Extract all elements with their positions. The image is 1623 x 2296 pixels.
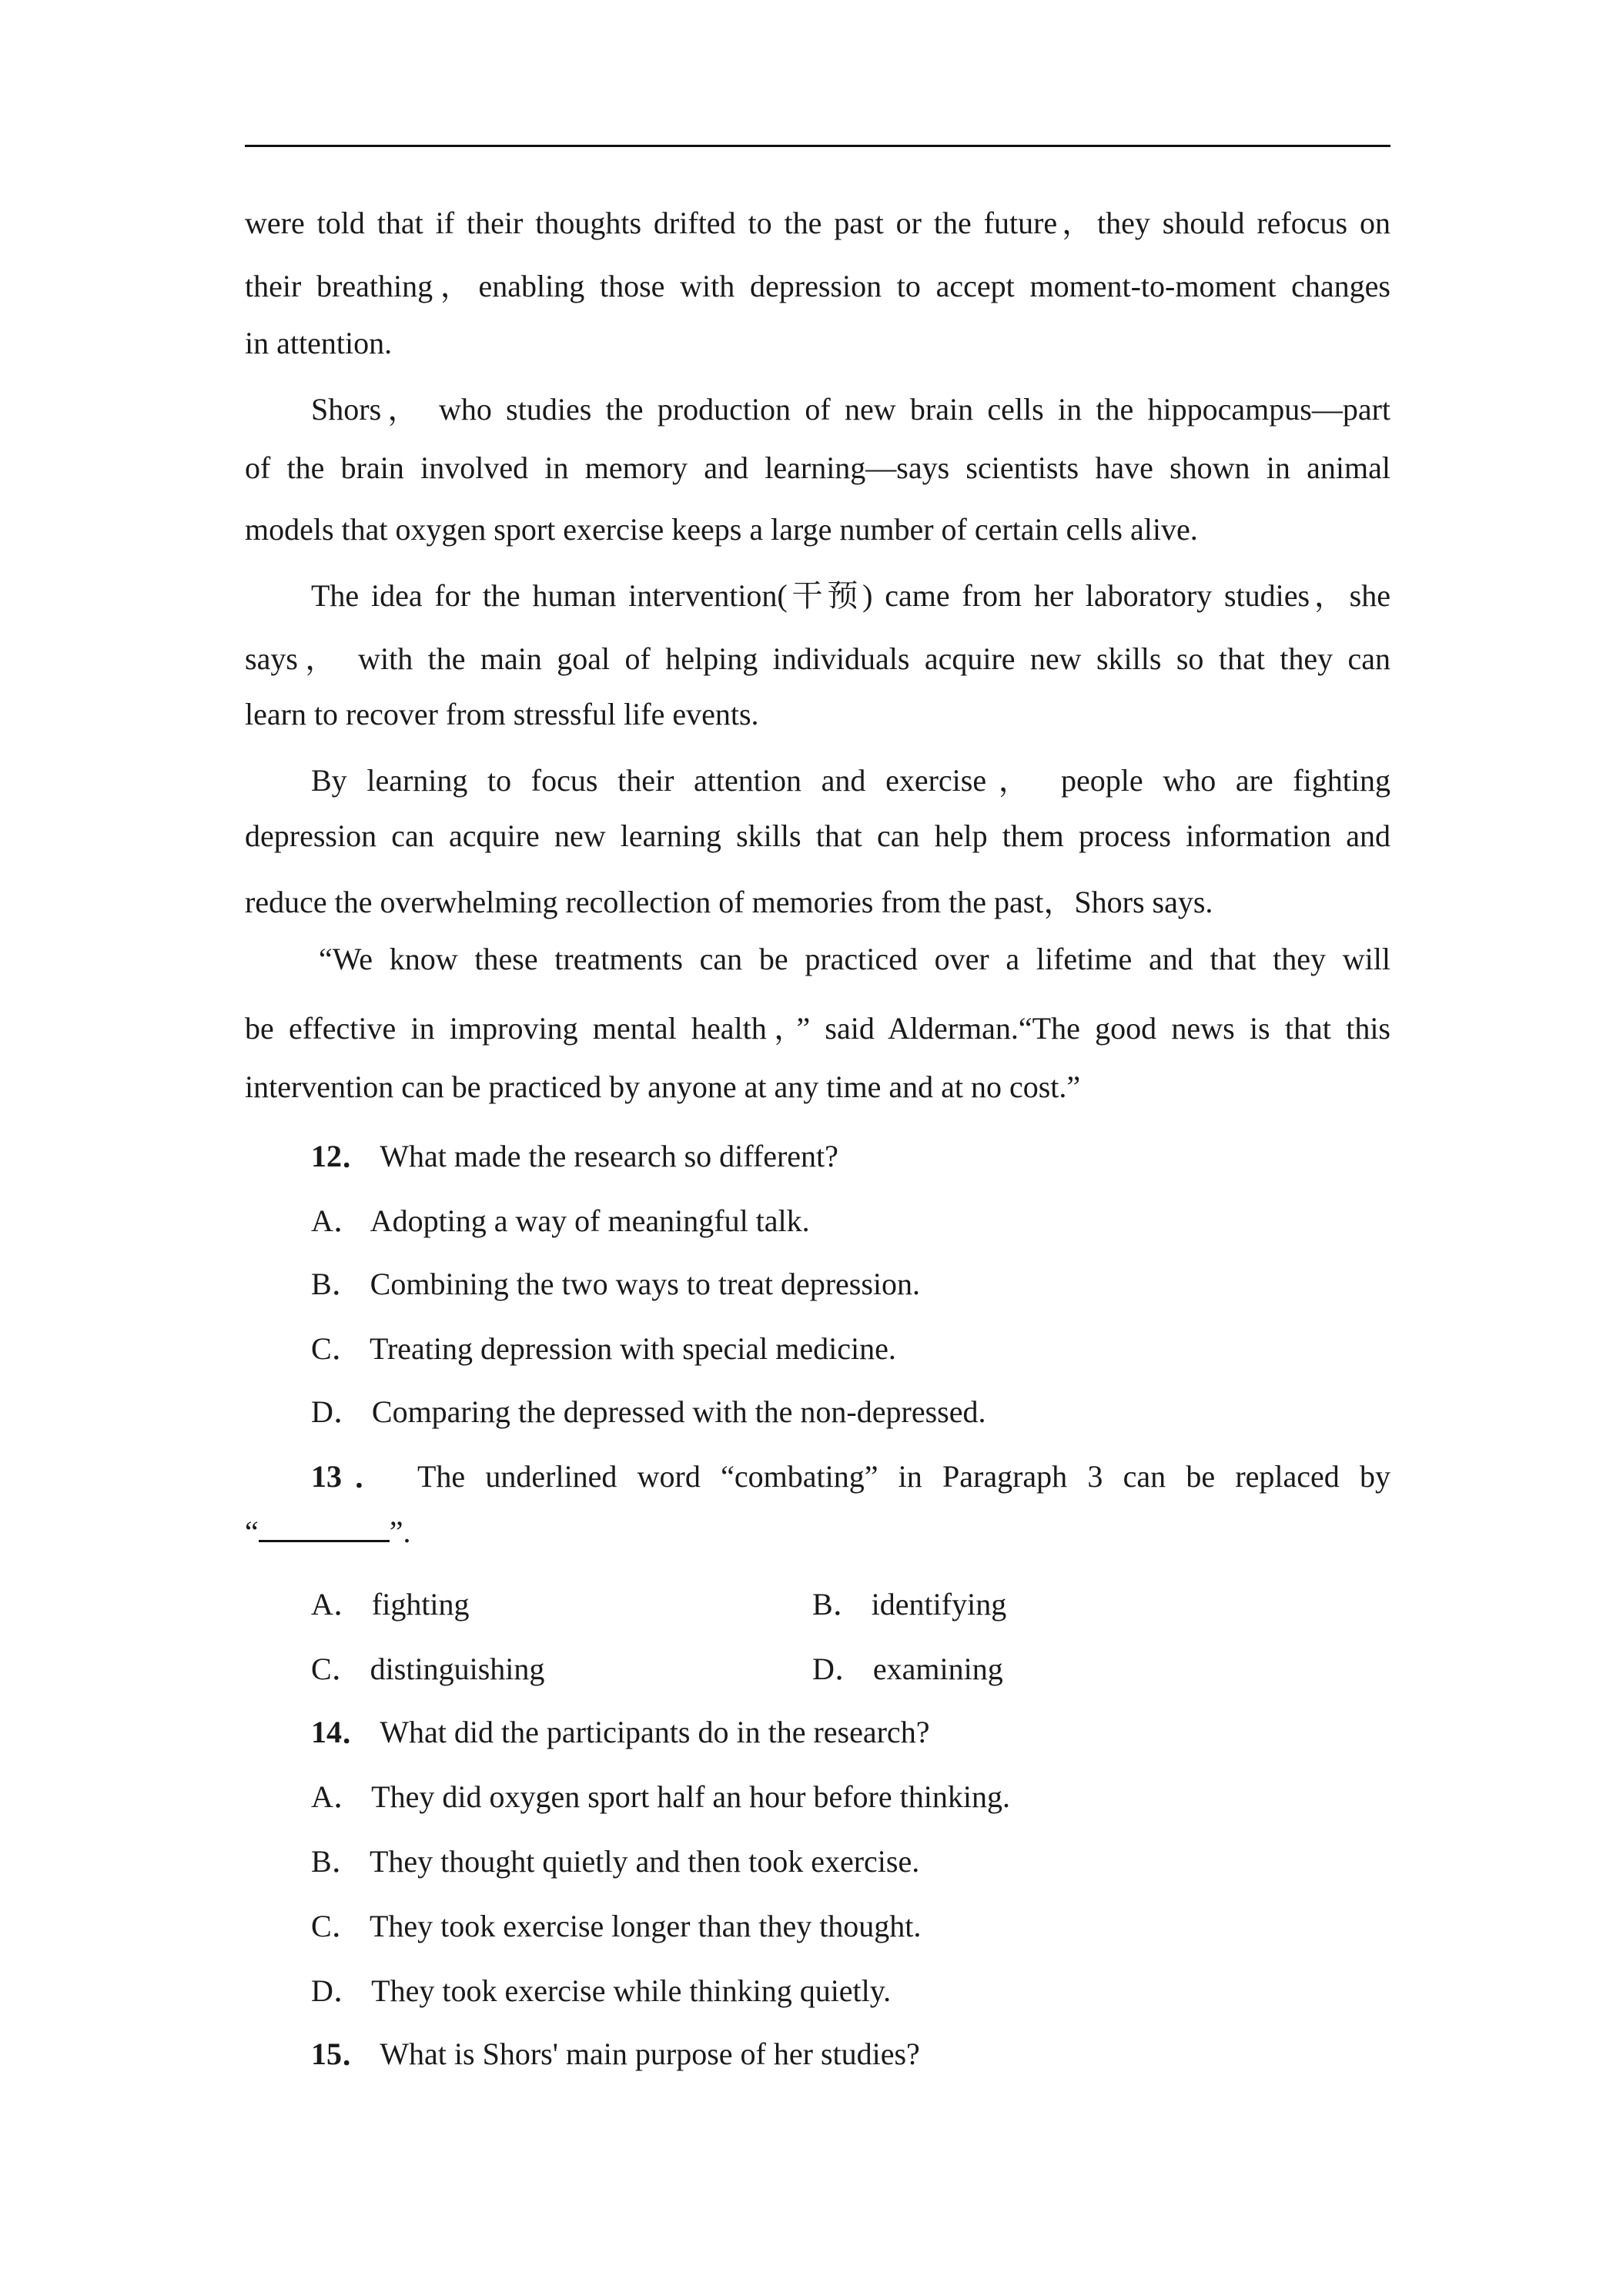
header-rule — [245, 145, 1390, 147]
option-b: B． identifying — [812, 1587, 1007, 1622]
passage-line: be effective in improving mental health，” said Alderman.“The good news is that this — [245, 1011, 1390, 1046]
passage-line: their breathing，enabling those with depression to accept moment‑to‑moment changes — [245, 269, 1390, 303]
question-text: What made the research so different? — [380, 1139, 838, 1173]
question-15 — [311, 2030, 920, 2073]
question-number: 13． — [311, 1459, 398, 1494]
option-c: C． Treating depression with special medicine. — [311, 1331, 896, 1366]
passage-line: learn to recover from stressful life events. — [245, 697, 759, 731]
passage-line: The idea for the human intervention(干预) came from her laboratory studies，she — [311, 578, 1390, 613]
passage-line: of the brain involved in memory and learning—says scientists have shown in animal — [245, 450, 1390, 485]
passage-line: depression can acquire new learning skills that can help them process information and — [245, 818, 1390, 853]
passage-line: says， with the main goal of helping individuals acquire new skills so that they can — [245, 641, 1390, 676]
question-text: What is Shors' main purpose of her studies? — [380, 2037, 920, 2071]
passage-line: “We know these treatments can be practiced over a lifetime and that they will — [319, 942, 1390, 976]
blank-open-quote: “ — [245, 1514, 259, 1549]
passage-line: models that oxygen sport exercise keeps a large number of certain cells alive. — [245, 512, 1198, 547]
question-text: What did the participants do in the research? — [380, 1715, 930, 1749]
option-a: A． They did oxygen sport half an hour before thinking. — [311, 1779, 1010, 1814]
option-d: D． They took exercise while thinking quietly. — [311, 1973, 892, 2008]
option-b: B． Combining the two ways to treat depression. — [311, 1267, 921, 1301]
option-c: C． They took exercise longer than they thought. — [311, 1909, 922, 1943]
question-number: 14． — [311, 1715, 373, 1749]
answer-blank — [259, 1517, 390, 1542]
question-number: 15． — [311, 2037, 373, 2071]
option-b: B． They thought quietly and then took exercise. — [311, 1844, 920, 1879]
passage-line: reduce the overwhelming recollection of memories from the past，Shors says. — [245, 885, 1213, 919]
passage-line: in attention. — [245, 326, 393, 360]
option-a: A． fighting — [311, 1587, 470, 1622]
question-12 — [311, 1132, 838, 1176]
option-d: D． examining — [812, 1652, 1003, 1686]
question-text: The underlined word “combating” in Paragraph 3 can be replaced by — [417, 1459, 1391, 1494]
option-d: D． Comparing the depressed with the non‑depressed. — [311, 1394, 986, 1429]
passage-line: were told that if their thoughts drifted to the past or the future，they should refocus on — [245, 206, 1390, 240]
option-c: C． distinguishing — [311, 1652, 545, 1686]
passage-line: intervention can be practiced by anyone at any time and at no cost.” — [245, 1069, 1081, 1104]
passage-line: Shors， who studies the production of new brain cells in the hippocampus—part — [311, 392, 1390, 427]
question-13 — [311, 1452, 1390, 1496]
blank-close-quote: ”. — [389, 1514, 411, 1549]
question-number: 12． — [311, 1139, 373, 1173]
question-14 — [311, 1708, 929, 1752]
answer-blank-line — [245, 1514, 1390, 1550]
passage-line: By learning to focus their attention and exercise， people who are fighting — [311, 763, 1390, 798]
option-a: A． Adopting a way of meaningful talk. — [311, 1203, 810, 1238]
